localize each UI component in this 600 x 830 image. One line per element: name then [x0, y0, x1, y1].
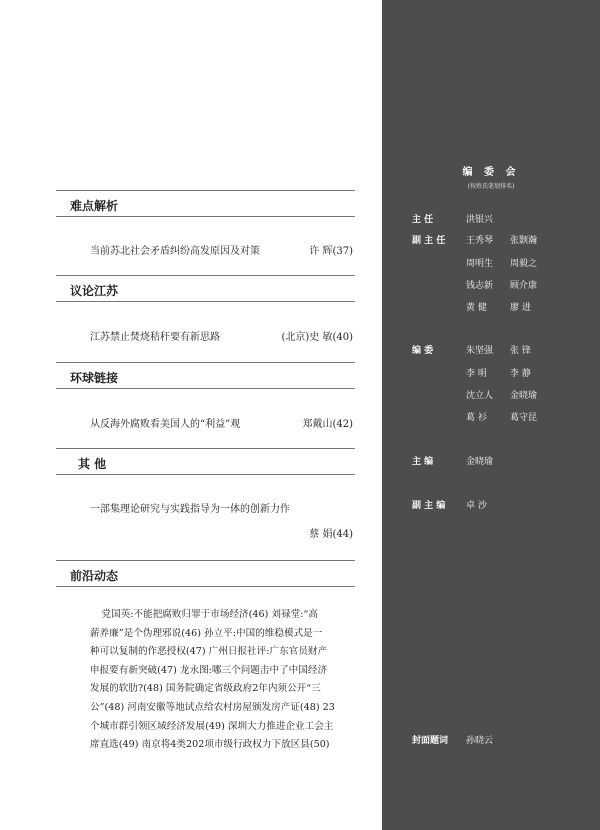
- cover-calligraphy-name: 孙晓云: [466, 736, 494, 746]
- news-line: 种可以复制的作恶授权(47) 广州日报社评:广东官员财产: [90, 646, 328, 658]
- vice-director-name: 周明生: [466, 259, 494, 269]
- news-line: 薪养廉”是个伪理邪说(46) 孙立平:中国的维稳模式是一: [90, 627, 323, 639]
- chief-editor-name: 金晓瑜: [466, 457, 494, 467]
- section-divider: [56, 301, 355, 302]
- article-title: 一部集理论研究与实践指导为一体的创新力作: [90, 504, 290, 515]
- news-line: 席直选(49) 南京将4类202项市级行政权力下放区县(50): [90, 739, 330, 751]
- role-chief-editor: 主 编: [412, 457, 434, 467]
- editorial-board-title: 编 委 会: [462, 167, 520, 178]
- section-title-difficulty-analysis: 难点解析: [70, 199, 119, 213]
- director-name: 洪银兴: [466, 215, 494, 225]
- section-divider: [56, 388, 355, 389]
- frontier-news-digest: [90, 606, 355, 755]
- vice-chief-editor-name: 卓 沙: [466, 501, 487, 511]
- article-item[interactable]: [90, 500, 353, 540]
- member-name: 朱坚强: [466, 346, 494, 356]
- section-divider-top: [56, 560, 355, 561]
- section-title-frontier-news: 前沿动态: [70, 569, 119, 583]
- article-title: 江苏禁止焚烧秸秆要有新思路: [90, 332, 220, 343]
- role-vice-chief-editor: 副 主 编: [412, 501, 446, 511]
- section-title-discuss-jiangsu: 议论江苏: [70, 284, 119, 298]
- vice-director-name: 钱志新: [466, 281, 494, 291]
- section-divider-top: [56, 190, 355, 191]
- news-line: 党国英:不能把腐败归罪于市场经济(46) 刘禄堂:“高: [101, 609, 318, 620]
- member-name: 葛守昆: [510, 413, 538, 423]
- vice-director-name: 周毅之: [510, 259, 538, 269]
- member-name: 沈立人: [466, 391, 494, 401]
- member-name: 张 锋: [510, 346, 531, 356]
- article-author-page: 蔡 娟(44): [309, 529, 353, 540]
- section-title-global-links: 环球链接: [70, 371, 119, 385]
- member-name: 李 静: [510, 369, 531, 379]
- article-author-page: 许 辉(37): [309, 246, 353, 257]
- role-director: 主 任: [412, 215, 434, 225]
- section-divider-top: [56, 362, 355, 363]
- section-divider-top: [56, 275, 355, 276]
- article-title: 当前苏北社会矛盾纠纷高发原因及对策: [90, 246, 260, 257]
- section-divider: [56, 586, 355, 587]
- article-title: 从反海外腐败看美国人的“利益”观: [90, 419, 241, 430]
- section-divider-top: [56, 448, 355, 449]
- vice-director-name: 黄 健: [466, 303, 487, 313]
- news-line: 公”(48) 河南安徽等地试点给农村房屋颁发房产证(48) 23: [90, 701, 335, 713]
- section-divider: [56, 216, 355, 217]
- article-author-page: 郑戴山(42): [302, 419, 353, 430]
- vice-director-name: 廖 进: [510, 303, 531, 313]
- role-cover-calligraphy: 封面题词: [412, 736, 449, 746]
- vice-director-name: 张颢瀚: [510, 236, 538, 246]
- role-editorial-member: 编 委: [412, 346, 434, 356]
- editorial-board-subtitle: (按姓氏笔划排名): [467, 183, 515, 190]
- vice-director-name: 王秀琴: [466, 236, 494, 246]
- news-line: 申报要有新突破(47) 龙永图:哪三个问题击中了中国经济: [90, 664, 328, 676]
- news-line: 个城市群引领区域经济发展(49) 深圳大力推进企业工会主: [90, 720, 334, 732]
- member-name: 李 明: [466, 369, 487, 379]
- vice-director-name: 顾介康: [510, 281, 538, 291]
- member-name: 葛 衫: [466, 413, 487, 423]
- article-author-page: (北京)史 敏(40): [281, 332, 353, 343]
- section-title-others: 其 他: [78, 457, 107, 471]
- role-vice-director: 副 主 任: [412, 236, 446, 246]
- section-divider: [56, 474, 355, 475]
- news-line: 发展的软肋?(48) 国务院确定省级政府2年内须公开“三: [90, 683, 321, 695]
- editorial-board-panel: [382, 0, 600, 830]
- member-name: 金晓瑜: [510, 391, 538, 401]
